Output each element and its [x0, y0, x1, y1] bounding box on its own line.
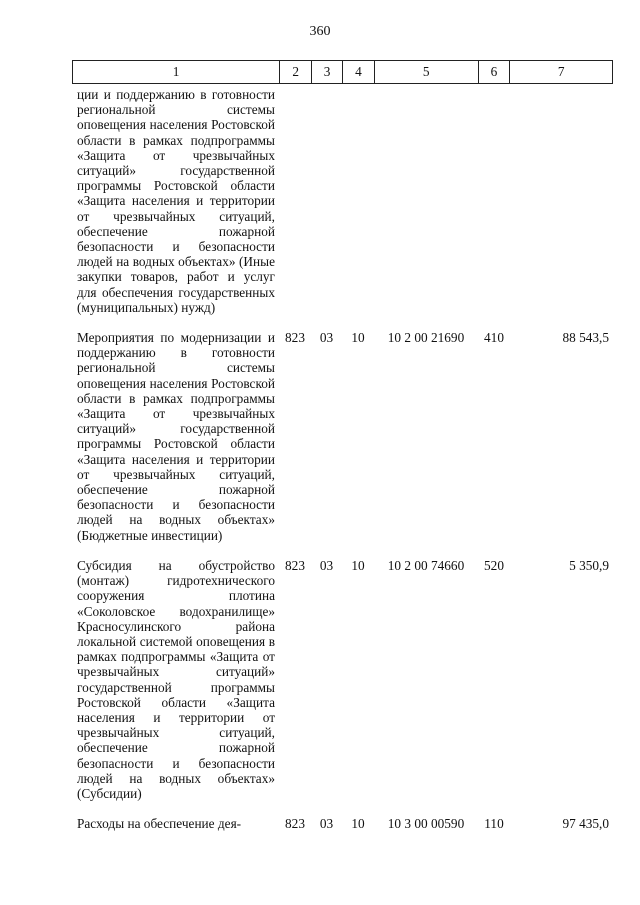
row-description: Субсидия на обустройство (монтаж) гидротехнического сооружения плотина «Соколовское водохранилище» Красносулинского района локальной системой оповещения в рамках подпрограммы «Защита от чрезвычайных ситуаций» государственной программы Ростовской области «Защита населения и территории от чрезвычайных ситуаций, обеспечение пожарной безопасности и безопасности людей на водных объектах» (Субсидии)	[77, 557, 275, 801]
header-col-2: 2	[279, 61, 311, 83]
row-expense-type: 110	[484, 816, 504, 832]
table-row	[72, 557, 613, 801]
header-col-4: 4	[342, 61, 374, 83]
row-subsection-code: 10	[351, 557, 365, 573]
row-section-code: 03	[319, 816, 334, 832]
row-expense-type	[478, 86, 510, 315]
row-amount: 97 435,0	[562, 816, 609, 832]
budget-table	[72, 60, 613, 845]
row-ministry-code: 823	[285, 557, 305, 573]
row-target-code: 10 3 00 00590	[387, 816, 465, 832]
table-row	[72, 329, 613, 543]
row-description: Мероприятия по модернизации и поддержанию в готовности региональной системы оповещения населения Ростовской области в рамках подпрограммы «Защита от чрезвычайных ситуаций» государственной программы Ростовской области «Защита населения и территории от чрезвычайных ситуаций, обеспечение пожарной безопасности и безопасности людей на водных объектах» (Бюджетные инвестиции)	[77, 330, 275, 543]
header-col-1: 1	[172, 64, 180, 79]
row-target-code: 10 2 00 21690	[387, 330, 465, 346]
row-ministry-code: 823	[285, 816, 305, 832]
row-subsection-code	[342, 86, 374, 315]
row-expense-type: 410	[484, 330, 504, 346]
row-ministry-code	[279, 86, 311, 315]
row-description: Расходы на обеспечение дея-	[77, 816, 242, 832]
row-amount: 5 350,9	[569, 557, 609, 573]
header-col-3: 3	[311, 61, 342, 83]
row-description: ции и поддержанию в готовности региональной системы оповещения населения Ростовской области в рамках подпрограммы «Защита от чрезвычайных ситуаций» государственной программы Ростовской области «Защита населения и территории от чрезвычайных ситуаций, обеспечение пожарной безопасности и безопасности людей на водных объектах» (Иные закупки товаров, работ и услуг для обеспечения государственных (муниципальных) нужд)	[77, 87, 275, 315]
row-section-code: 03	[319, 557, 334, 573]
table-header	[72, 60, 613, 84]
row-target-code	[374, 86, 478, 315]
row-amount: 88 543,5	[562, 330, 609, 346]
row-ministry-code: 823	[285, 330, 305, 346]
table-row	[72, 815, 613, 831]
row-section-code: 03	[319, 330, 334, 346]
row-subsection-code: 10	[351, 816, 365, 832]
header-col-7: 7	[509, 61, 612, 83]
header-col-6: 6	[478, 61, 510, 83]
row-section-code	[311, 86, 342, 315]
row-amount	[510, 86, 613, 315]
row-target-code: 10 2 00 74660	[387, 557, 465, 573]
header-col-5: 5	[374, 61, 478, 83]
page-number: 360	[309, 24, 331, 39]
row-expense-type: 520	[484, 557, 504, 573]
table-row	[72, 86, 613, 315]
row-subsection-code: 10	[351, 330, 365, 346]
